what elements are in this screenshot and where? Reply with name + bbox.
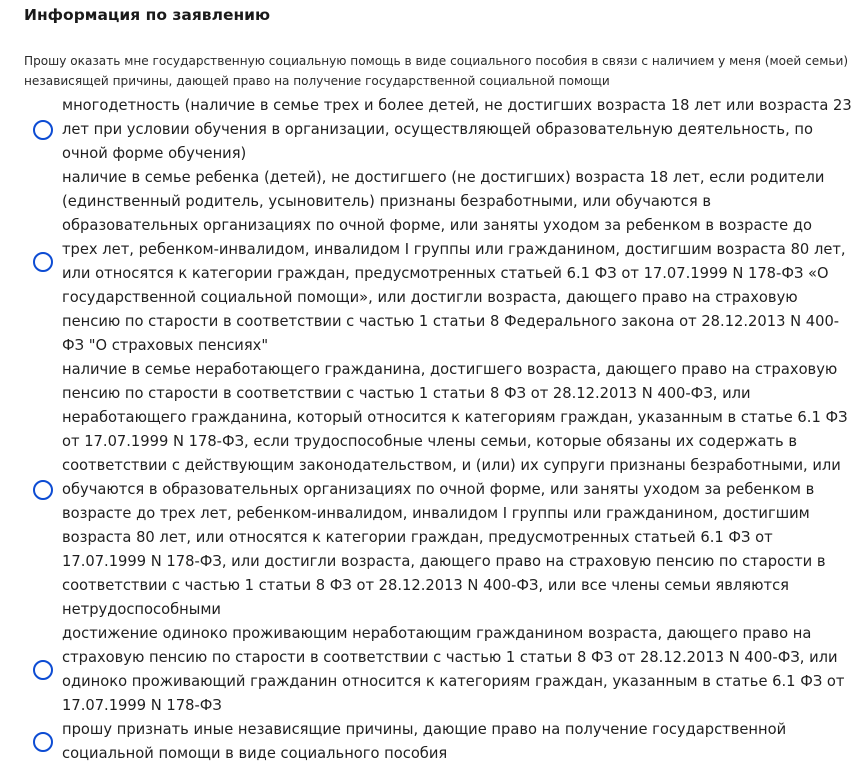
radio-option-other-reasons[interactable]: [0, 718, 864, 766]
radio-circle-icon[interactable]: [33, 120, 53, 140]
radio-circle-icon[interactable]: [33, 480, 53, 500]
radio-option-single-resident[interactable]: [0, 622, 864, 718]
radio-option-nonworking-pensioner[interactable]: [0, 358, 864, 622]
section-title: Информация по заявлению: [24, 6, 271, 24]
section-intro: Прошу оказать мне государственную социальную помощь в виде социального пособия в связи с наличием у меня (моей семьи) независящей причины, дающей право на получение государственной социальной помощи: [24, 54, 849, 88]
radio-option-label[interactable]: наличие в семье ребенка (детей), не достигшего (не достигших) возраста 18 лет, если родители (единственный родитель, усыновитель) признаны безработными, или обучаются в образовательных организациях по очной форме, или заняты уходом за ребенком в возрасте до трех лет, ребенком-инвалидом, инвалидом I группы или гражданином, достигшим возраста 80 лет, или относятся к категории граждан, предусмотренных статьей 6.1 ФЗ от 17.07.1999 N 178-ФЗ «О государственной социальной помощи», или достигли возраста, дающего право на страховую пенсию по старости в соответствии с частью 1 статьи 8 Федерального закона от 28.12.2013 N 400-ФЗ "О страховых пенсиях": [62, 169, 846, 354]
radio-circle-icon[interactable]: [33, 252, 53, 272]
radio-option-large-family[interactable]: [0, 94, 864, 166]
radio-option-label[interactable]: прошу признать иные независящие причины, дающие право на получение государственной социальной помощи в виде социального пособия: [62, 721, 787, 762]
reason-radio-group: [0, 94, 864, 766]
radio-option-child-unemployed-parents[interactable]: [0, 166, 864, 358]
radio-circle-icon[interactable]: [33, 732, 53, 752]
radio-option-label[interactable]: многодетность (наличие в семье трех и более детей, не достигших возраста 18 лет или возраста 23 лет при условии обучения в организации, осуществляющей образовательную деятельность, по очной форме обучения): [62, 97, 852, 162]
radio-option-label[interactable]: достижение одиноко проживающим неработающим гражданином возраста, дающего право на страховую пенсию по старости в соответствии с частью 1 статьи 8 ФЗ от 28.12.2013 N 400-ФЗ, или одиноко проживающий гражданин относится к категориям граждан, указанным в статье 6.1 ФЗ от 17.07.1999 N 178-ФЗ: [62, 625, 845, 714]
radio-circle-icon[interactable]: [33, 660, 53, 680]
radio-option-label[interactable]: наличие в семье неработающего гражданина, достигшего возраста, дающего право на страховую пенсию по старости в соответствии с частью 1 статьи 8 ФЗ от 28.12.2013 N 400-ФЗ, или неработающего гражданина, который относится к категориям граждан, указанным в статье 6.1 ФЗ от 17.07.1999 N 178-ФЗ, если трудоспособные члены семьи, которые обязаны их содержать в соответствии с действующим законодательством, и (или) их супруги признаны безработными, или обучаются в образовательных организациях по очной форме, или заняты уходом за ребенком в возрасте до трех лет, ребенком-инвалидом, инвалидом I группы или гражданином, достигшим возраста 80 лет, или относятся к категории граждан, предусмотренных статьей 6.1 ФЗ от 17.07.1999 N 178-ФЗ, или достигли возраста, дающего право на страховую пенсию по старости в соответствии с частью 1 статьи 8 ФЗ от 28.12.2013 N 400-ФЗ, или все члены семьи являются нетрудоспособными: [62, 361, 848, 618]
